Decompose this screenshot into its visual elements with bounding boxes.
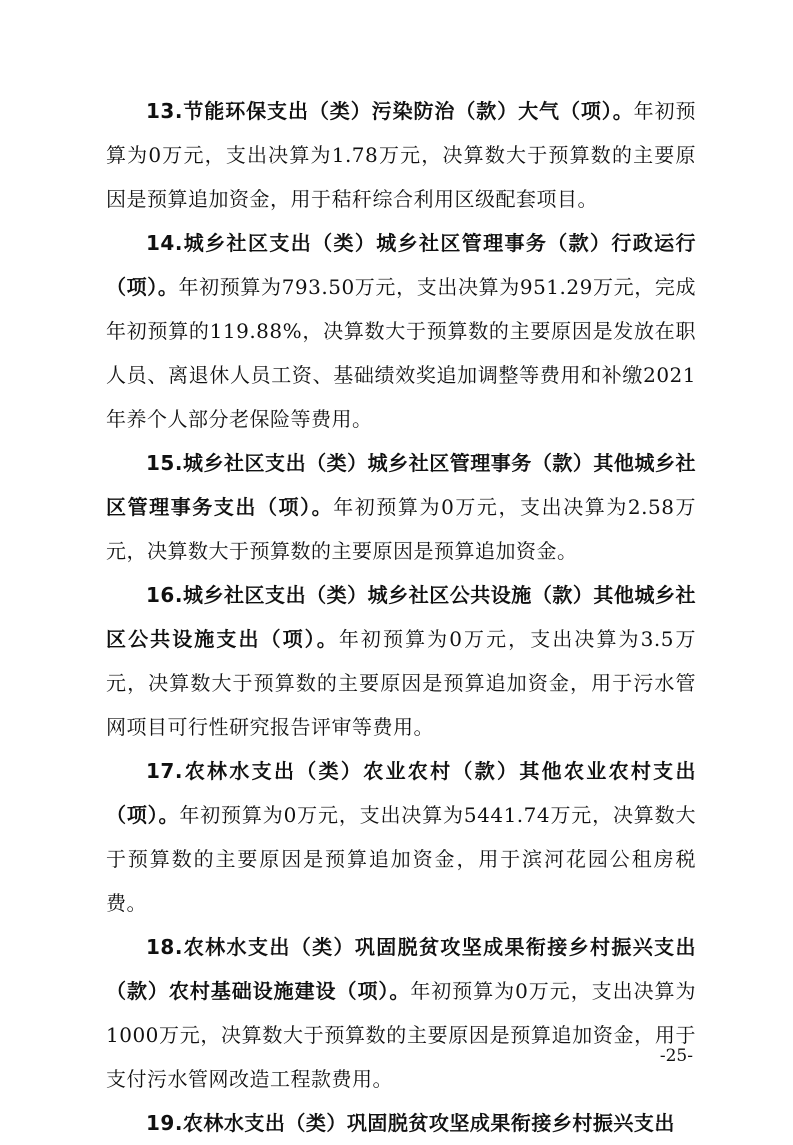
- paragraph-heading: 13.节能环保支出（类）污染防治（款）大气（项）。: [146, 99, 634, 123]
- paragraph-14: [106, 221, 696, 441]
- paragraph-heading: 18.农林水支出（类）巩固脱贫攻坚成果衔接乡村振兴支出（款）农村基础设施建设（项）。: [106, 935, 696, 1003]
- paragraph-15: [106, 441, 696, 573]
- paragraph-text: 年初预算为0万元，支出决算为1000万元，决算数大于预算数的主要原因是预算追加资金，用于支付污水管网改造工程款费用。: [106, 979, 696, 1091]
- paragraph-text: 年初预算为793.50万元，支出决算为951.29万元，完成年初预算的119.88%，决算数大于预算数的主要原因是发放在职人员、离退休人员工资、基础绩效奖追加调整等费用和补缴2021年养个人部分老保险等费用。: [106, 275, 696, 431]
- paragraph-17: [106, 749, 696, 925]
- paragraph-18: [106, 925, 696, 1101]
- document-body: [106, 89, 696, 1145]
- paragraph-16: [106, 573, 696, 749]
- paragraph-text: 年初预算为0万元，支出决算为5441.74万元，决算数大于预算数的主要原因是预算追加资金，用于滨河花园公租房税费。: [106, 803, 696, 915]
- paragraph-text: 年初预算为0万元，支出决算为2.58万元，决算数大于预算数的主要原因是预算追加资金。: [106, 495, 696, 563]
- paragraph-text: 年初预算为0万元，支出决算为1.78万元，决算数大于预算数的主要原因是预算追加资金，用于秸秆综合利用区级配套项目。: [106, 99, 697, 211]
- paragraph-13: [106, 89, 696, 221]
- paragraph-19: [106, 1101, 696, 1145]
- paragraph-heading: 19.农林水支出（类）巩固脱贫攻坚成果衔接乡村振兴支出: [146, 1111, 675, 1135]
- paragraph-text: 年初预算为0万元，支出决算为3.5万元，决算数大于预算数的主要原因是预算追加资金，用于污水管网项目可行性研究报告评审等费用。: [106, 627, 697, 739]
- paragraph-heading: 14.城乡社区支出（类）城乡社区管理事务（款）行政运行（项）。: [106, 231, 696, 299]
- paragraph-heading: 16.城乡社区支出（类）城乡社区公共设施（款）其他城乡社区公共设施支出（项）。: [106, 583, 696, 651]
- paragraph-heading: 15.城乡社区支出（类）城乡社区管理事务（款）其他城乡社区管理事务支出（项）。: [106, 451, 696, 519]
- page-number: -25-: [659, 1046, 693, 1066]
- paragraph-heading: 17.农林水支出（类）农业农村（款）其他农业农村支出（项）。: [106, 759, 696, 827]
